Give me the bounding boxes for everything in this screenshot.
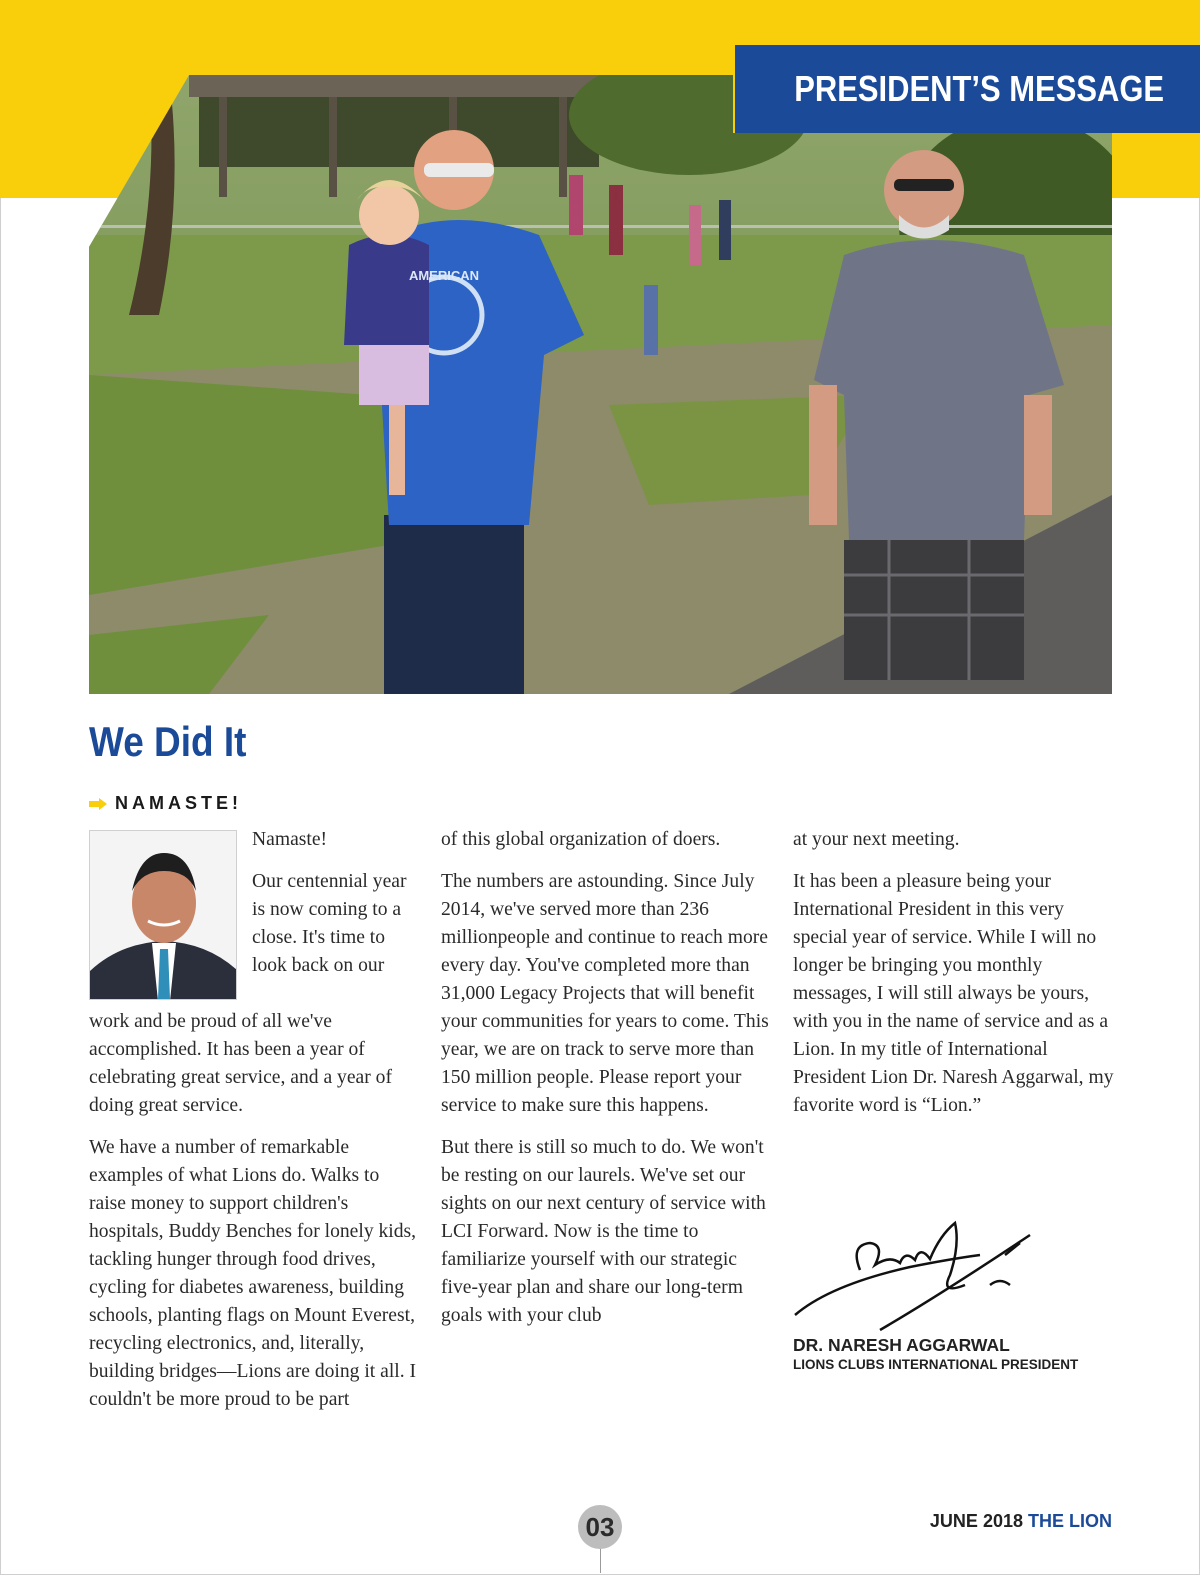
paragraph: at your next meeting.: [793, 829, 960, 850]
hero-photo: [89, 75, 1112, 694]
page-number: 03: [578, 1505, 622, 1549]
column-3: [793, 826, 1123, 1134]
kicker-text: NAMASTE!: [115, 793, 242, 813]
paragraph: But there is still so much to do. We won't be resting on our laurels. We've set our sights on our next century of service with LCI Forward. Now is the time to familiarize yourself with our strategic five-year plan and share our long-term goals with your club: [441, 1137, 766, 1326]
kicker: [89, 793, 242, 814]
arrow-right-icon: [89, 798, 107, 810]
president-portrait: [89, 830, 237, 1000]
paragraph: of this global organization of doers.: [441, 829, 721, 850]
paragraph: It has been a pleasure being your International President in this very special year of service. While I will no longer be bringing you monthly messages, I will still always be yours, with you in the name of service and as a Lion. In my title of International President Lion Dr. Naresh Aggarwal, my favorite word is “Lion.”: [793, 871, 1114, 1116]
park-scene-icon: [89, 75, 1112, 694]
section-label: PRESIDENT’S MESSAGE: [794, 68, 1164, 109]
column-1-top: [252, 826, 422, 994]
footer-issue: [930, 1511, 1112, 1532]
signatory-title: LIONS CLUBS INTERNATIONAL PRESIDENT: [793, 1357, 1079, 1372]
paragraph: We have a number of remarkable examples of what Lions do. Walks to raise money to support children's hospitals, Buddy Benches for lonely kids, tackling hunger through food drives, cycling for diabetes awareness, building schools, planting flags on Mount Everest, recycling electronics, and, literally, building bridges—Lions are doing it all. I couldn't be more proud to be part: [89, 1137, 417, 1410]
issue-date: JUNE 2018: [929, 1511, 1023, 1531]
greeting-paragraph: Namaste!: [252, 829, 328, 850]
signatory-name: DR. NARESH AGGARWAL: [793, 1335, 1010, 1355]
paragraph: The numbers are astounding. Since July 2014, we've served more than 236 millionpeople and continue to reach more every day. You've completed more than 31,000 Legacy Projects that will benefit your communities for years to come. This year, we are on track to serve more than 150 million people. Please report your service to make sure this happens.: [441, 871, 769, 1116]
president-portrait-icon: [90, 831, 237, 1000]
paragraph: Our centennial year is now coming to a close. It's time to look back on our: [252, 871, 407, 976]
magazine-name: THE LION: [1028, 1511, 1112, 1531]
column-1: [89, 1008, 421, 1428]
paragraph: work and be proud of all we've accomplished. It has been a year of celebrating great service, and a year of doing great service.: [89, 1011, 392, 1116]
column-2: [441, 826, 771, 1344]
handwritten-signature-icon: [790, 1215, 1040, 1335]
article-title: We Did It: [89, 718, 247, 765]
shirt-text: AMERICAN: [408, 268, 480, 283]
